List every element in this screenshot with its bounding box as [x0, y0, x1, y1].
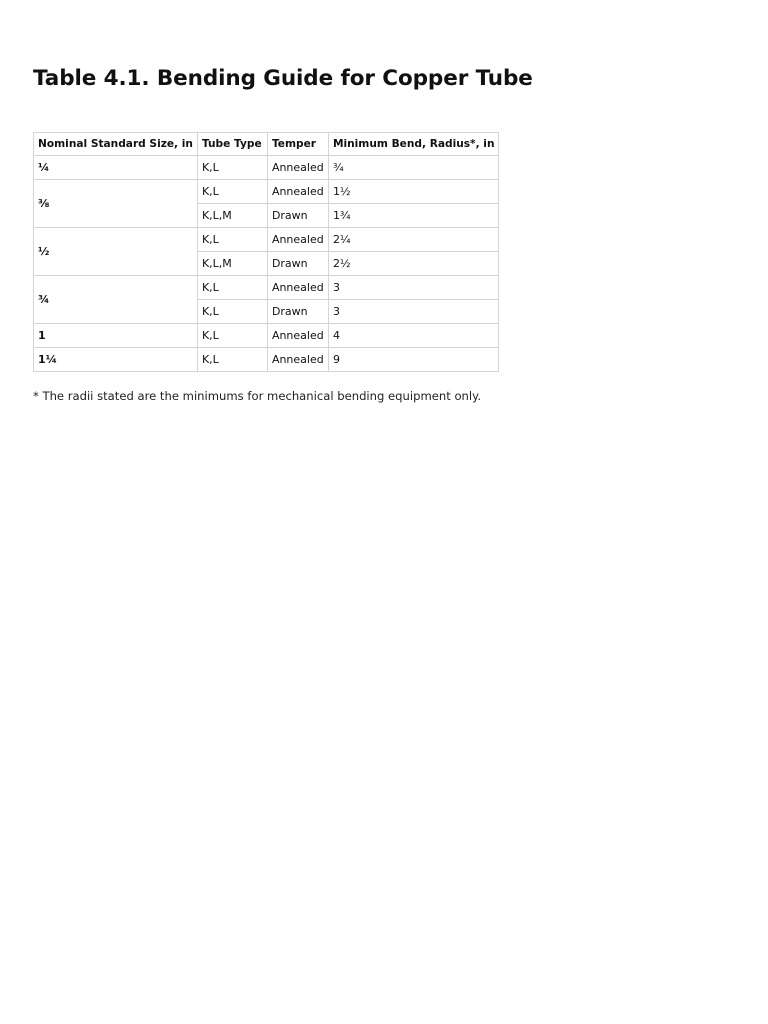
- header-temper: Temper: [267, 133, 328, 156]
- tube-type-cell: K,L,M: [197, 204, 267, 228]
- header-nominal-size: Nominal Standard Size, in: [34, 133, 198, 156]
- tube-type-cell: K,L: [197, 276, 267, 300]
- temper-cell: Annealed: [267, 276, 328, 300]
- tube-type-cell: K,L: [197, 300, 267, 324]
- table-header: [34, 133, 499, 156]
- temper-cell: Annealed: [267, 180, 328, 204]
- footnote: * The radii stated are the minimums for mechanical bending equipment only.: [33, 389, 482, 403]
- temper-cell: Annealed: [267, 348, 328, 372]
- table-row: [34, 348, 499, 372]
- radius-cell: 3: [328, 300, 499, 324]
- radius-cell: 1¾: [328, 204, 499, 228]
- radius-cell: 1½: [328, 180, 499, 204]
- radius-cell: 9: [328, 348, 499, 372]
- temper-cell: Annealed: [267, 228, 328, 252]
- size-cell: ⅜: [34, 180, 198, 228]
- tube-type-cell: K,L: [197, 324, 267, 348]
- radius-cell: 2½: [328, 252, 499, 276]
- tube-type-cell: K,L,M: [197, 252, 267, 276]
- tube-type-cell: K,L: [197, 156, 267, 180]
- page-title: Table 4.1. Bending Guide for Copper Tube: [33, 66, 533, 91]
- size-cell: ¼: [34, 156, 198, 180]
- tube-type-cell: K,L: [197, 180, 267, 204]
- header-min-bend-radius: Minimum Bend, Radius*, in: [328, 133, 499, 156]
- tube-type-cell: K,L: [197, 348, 267, 372]
- temper-cell: Drawn: [267, 300, 328, 324]
- table-body: [34, 156, 499, 372]
- header-tube-type: Tube Type: [197, 133, 267, 156]
- radius-cell: 2¼: [328, 228, 499, 252]
- temper-cell: Drawn: [267, 204, 328, 228]
- size-cell: ½: [34, 228, 198, 276]
- size-cell: 1: [34, 324, 198, 348]
- tube-type-cell: K,L: [197, 228, 267, 252]
- temper-cell: Annealed: [267, 156, 328, 180]
- radius-cell: 4: [328, 324, 499, 348]
- temper-cell: Annealed: [267, 324, 328, 348]
- table-row: [34, 276, 499, 300]
- header-row: [34, 133, 499, 156]
- temper-cell: Drawn: [267, 252, 328, 276]
- radius-cell: 3: [328, 276, 499, 300]
- size-cell: 1¼: [34, 348, 198, 372]
- table-row: [34, 180, 499, 204]
- table-row: [34, 156, 499, 180]
- radius-cell: ¾: [328, 156, 499, 180]
- size-cell: ¾: [34, 276, 198, 324]
- bending-guide-table: [33, 132, 499, 372]
- table-row: [34, 324, 499, 348]
- table-row: [34, 228, 499, 252]
